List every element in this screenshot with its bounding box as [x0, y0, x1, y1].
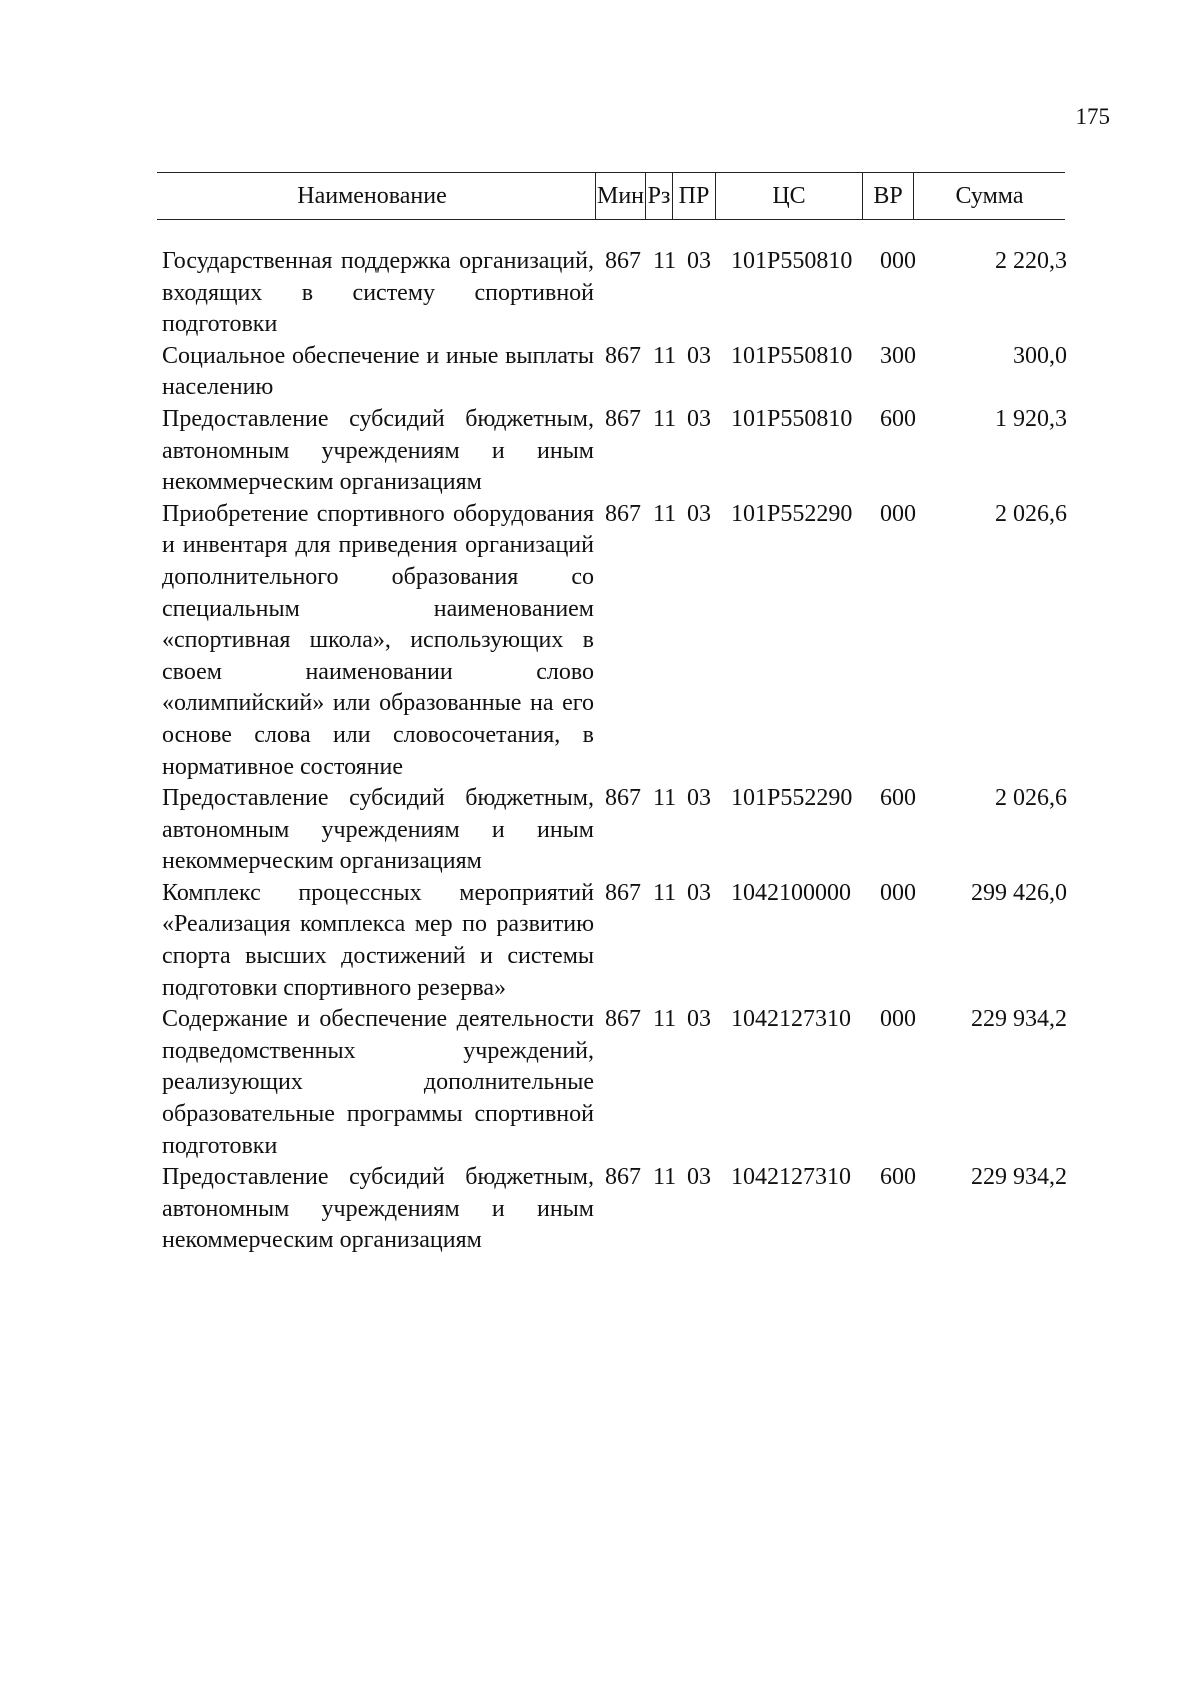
table-row — [0, 1162, 1200, 1257]
row-cs: 1042100000 — [731, 879, 851, 906]
row-name: Комплекс процессных мероприятий «Реализация комплекса мер по развитию спорта высших достижений и системы подготовки спортивного резерва» — [162, 879, 594, 1001]
table-row — [0, 783, 1200, 878]
row-min: 867 — [605, 1164, 641, 1191]
row-name: Содержание и обеспечение деятельности подведомственных учреждений, реализующих дополнительные образовательные программы спортивной подготовки — [162, 1006, 594, 1159]
row-rz: 11 — [653, 405, 677, 432]
header-min: Мин — [596, 183, 645, 209]
row-rz: 11 — [653, 1006, 677, 1033]
row-vr: 600 — [880, 785, 916, 812]
row-cs: 101Р550810 — [731, 405, 853, 432]
row-cs: 101Р552290 — [731, 500, 853, 527]
row-sum: 300,0 — [1013, 342, 1067, 369]
row-name: Предоставление субсидий бюджетным, автономным учреждениям и иным некоммерческим организациям — [162, 405, 594, 496]
header-pr: ПР — [678, 183, 710, 209]
row-name: Предоставление субсидий бюджетным, автономным учреждениям и иным некоммерческим организациям — [162, 1164, 594, 1254]
row-rz: 11 — [653, 785, 677, 812]
table-header — [157, 172, 1065, 220]
row-sum: 2 026,6 — [995, 785, 1067, 812]
row-vr: 000 — [880, 879, 916, 906]
row-pr: 03 — [687, 879, 711, 906]
row-cs: 1042127310 — [731, 1006, 851, 1033]
row-min: 867 — [605, 248, 641, 274]
row-min: 867 — [605, 785, 641, 812]
row-min: 867 — [605, 342, 641, 369]
row-vr: 300 — [880, 342, 916, 369]
table-row — [0, 404, 1200, 499]
row-sum: 229 934,2 — [971, 1006, 1067, 1033]
row-pr: 03 — [687, 342, 711, 369]
row-sum: 1 920,3 — [995, 405, 1067, 432]
header-sum: Сумма — [955, 183, 1024, 209]
row-rz: 11 — [653, 342, 677, 369]
row-cs: 1042127310 — [731, 1164, 851, 1191]
table-row — [0, 1004, 1200, 1162]
row-rz: 11 — [653, 248, 677, 274]
header-rz: Рз — [647, 183, 671, 209]
header-name: Наименование — [297, 183, 447, 209]
row-rz: 11 — [653, 879, 677, 906]
row-pr: 03 — [687, 405, 711, 432]
row-min: 867 — [605, 1006, 641, 1033]
row-pr: 03 — [687, 248, 711, 274]
row-vr: 000 — [880, 248, 916, 274]
row-sum: 229 934,2 — [971, 1164, 1067, 1191]
table-row — [0, 499, 1200, 783]
row-rz: 11 — [653, 500, 677, 527]
page-number: 175 — [1075, 104, 1110, 129]
row-vr: 000 — [880, 1006, 916, 1033]
table-body — [0, 246, 1200, 1257]
row-min: 867 — [605, 879, 641, 906]
table-row — [0, 341, 1200, 404]
row-name: Предоставление субсидий бюджетным, автономным учреждениям и иным некоммерческим организациям — [162, 785, 594, 875]
row-name: Социальное обеспечение и иные выплаты населению — [162, 342, 594, 401]
row-min: 867 — [605, 500, 641, 527]
header-vr: ВР — [873, 183, 903, 209]
row-name: Приобретение спортивного оборудования и инвентаря для приведения организаций дополнительного образования со специальным наименованием «спортивная школа», использующих в своем наименовании слово «олимпийский» или образованные на его основе слова или словосочетания, в нормативное состояние — [162, 500, 594, 780]
row-vr: 600 — [880, 1164, 916, 1191]
table-row — [0, 878, 1200, 1004]
row-cs: 101Р552290 — [731, 785, 853, 812]
row-pr: 03 — [687, 1006, 711, 1033]
row-pr: 03 — [687, 500, 711, 527]
row-vr: 600 — [880, 405, 916, 432]
row-sum: 2 220,3 — [995, 248, 1067, 274]
row-cs: 101Р550810 — [731, 342, 853, 369]
row-sum: 2 026,6 — [995, 500, 1067, 527]
row-cs: 101Р550810 — [731, 248, 853, 274]
table-row — [0, 246, 1200, 341]
row-name: Государственная поддержка организаций, входящих в систему спортивной подготовки — [162, 248, 594, 338]
row-sum: 299 426,0 — [971, 879, 1067, 906]
row-pr: 03 — [687, 785, 711, 812]
row-pr: 03 — [687, 1164, 711, 1191]
row-rz: 11 — [653, 1164, 677, 1191]
header-cs: ЦС — [772, 183, 806, 209]
row-min: 867 — [605, 405, 641, 432]
row-vr: 000 — [880, 500, 916, 527]
